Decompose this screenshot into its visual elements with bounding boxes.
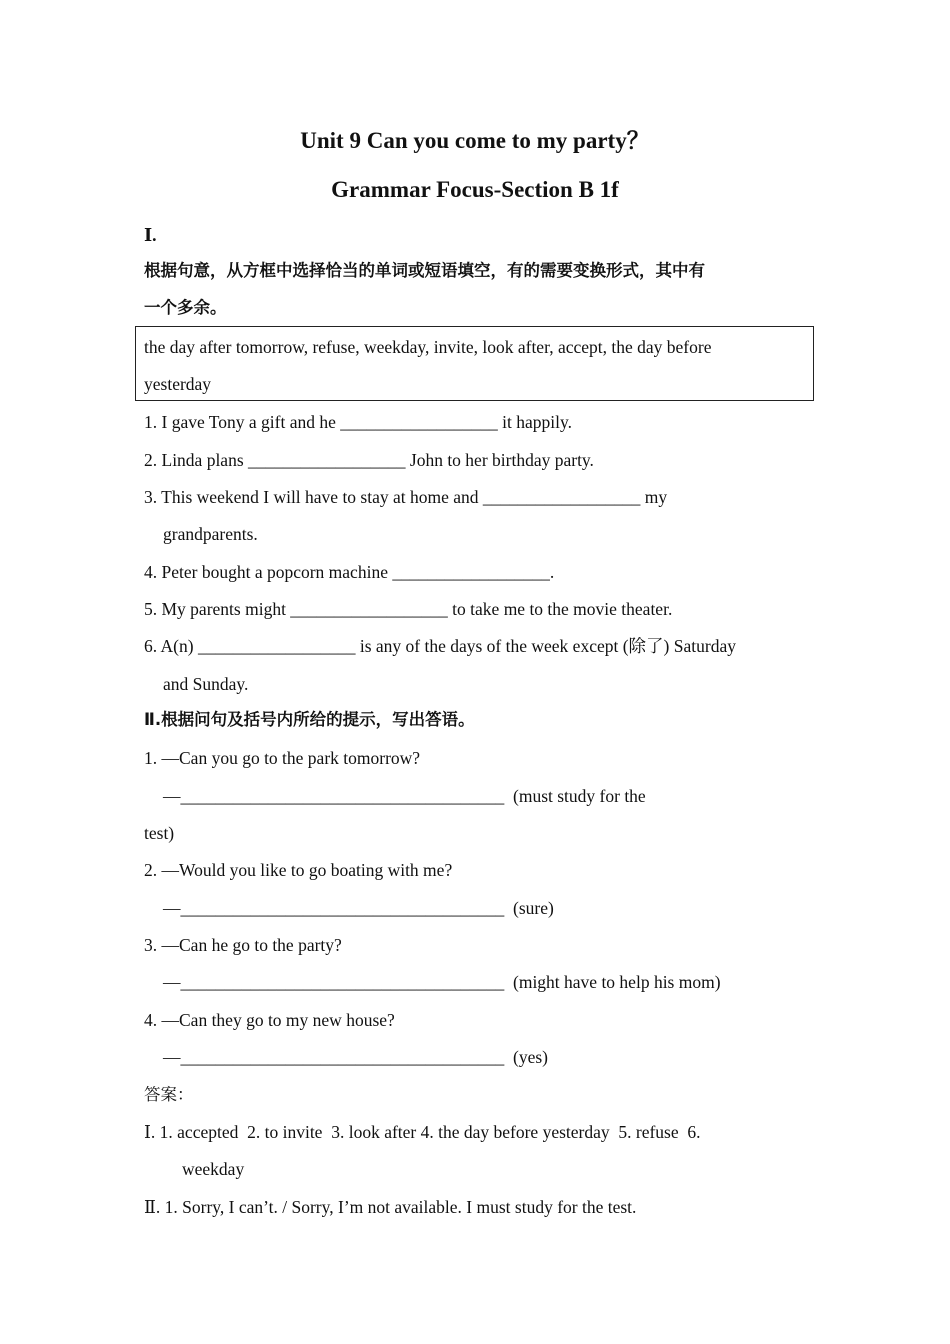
dialog-1-answer: —_____________________________________ (must study for the: [163, 786, 646, 806]
section-1-instruction-line-2: 一个多余。: [144, 298, 227, 317]
question-3-continued: grandparents.: [163, 524, 258, 544]
question-6-continued: and Sunday.: [163, 674, 249, 694]
dialog-4-question: 4. —Can they go to my new house?: [144, 1010, 395, 1030]
answers-label: 答案：: [144, 1085, 194, 1104]
page-subtitle: Grammar Focus-Section B 1f: [331, 177, 619, 202]
question-1: 1. I gave Tony a gift and he __________________ it happily.: [144, 412, 572, 432]
section-2-heading: Ⅱ.根据问句及括号内所给的提示，写出答语。: [144, 710, 475, 729]
dialog-1-question: 1. —Can you go to the park tomorrow?: [144, 748, 421, 768]
word-box-line-2: yesterday: [144, 374, 212, 394]
question-2: 2. Linda plans __________________ John to her birthday party.: [144, 450, 594, 470]
dialog-3-question: 3. —Can he go to the party?: [144, 935, 342, 955]
section-1-instruction-line-1: 根据句意，从方框中选择恰当的单词或短语填空，有的需要变换形式，其中有: [144, 261, 705, 280]
section-1-heading: Ⅰ.: [144, 225, 157, 245]
question-5: 5. My parents might __________________ to take me to the movie theater.: [144, 599, 673, 619]
question-6: 6. A(n) __________________ is any of the days of the week except (除了) Saturday: [144, 636, 736, 656]
answers-section-2: Ⅱ. 1. Sorry, I can’t. / Sorry, I’m not available. I must study for the test.: [144, 1197, 637, 1217]
dialog-3-answer: —_____________________________________ (might have to help his mom): [163, 972, 721, 992]
dialog-2-question: 2. —Would you like to go boating with me?: [144, 860, 453, 880]
answers-section-1: Ⅰ. 1. accepted 2. to invite 3. look after 4. the day before yesterday 5. refuse 6.: [144, 1122, 701, 1142]
word-box-line-1: the day after tomorrow, refuse, weekday, invite, look after, accept, the day before: [144, 337, 712, 357]
dialog-1-answer-continued: test): [144, 823, 175, 843]
dialog-4-answer: —_____________________________________ (yes): [163, 1047, 548, 1067]
answers-section-1-continued: weekday: [182, 1159, 245, 1179]
question-4: 4. Peter bought a popcorn machine __________________.: [144, 562, 555, 582]
page-title: Unit 9 Can you come to my party？: [300, 128, 650, 153]
question-3: 3. This weekend I will have to stay at home and __________________ my: [144, 487, 668, 507]
dialog-2-answer: —_____________________________________ (sure): [163, 898, 554, 918]
